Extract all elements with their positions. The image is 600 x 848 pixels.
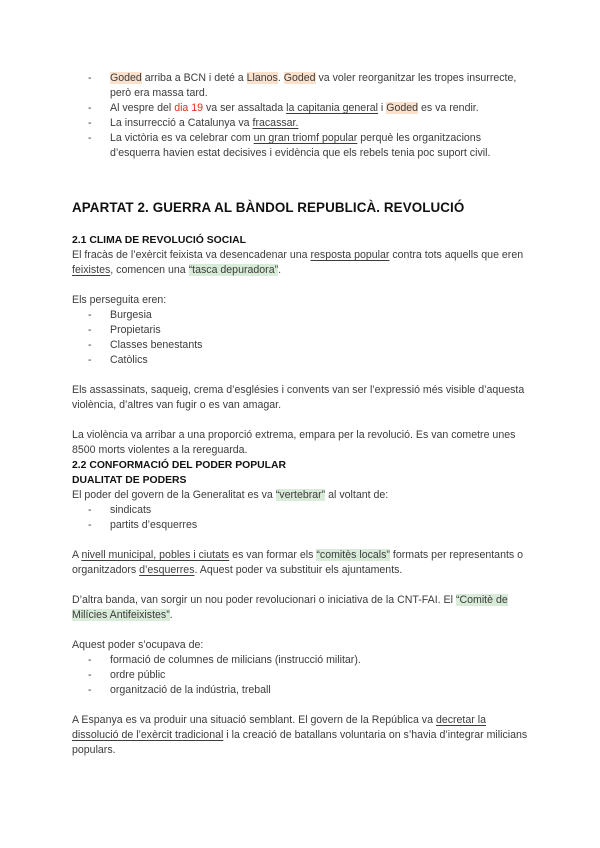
text-run: resposta popular	[310, 249, 390, 261]
text-run: es va rendir.	[418, 102, 479, 114]
heading-2-1: 2.1 CLIMA DE REVOLUCIÓ SOCIAL	[72, 235, 246, 246]
text-run: “vertebrar”	[275, 489, 326, 501]
list-item	[72, 101, 532, 116]
bullet-dash: -	[88, 102, 92, 114]
text-run: es van formar els	[229, 549, 317, 561]
text-run: al voltant de:	[325, 489, 389, 501]
text-run: d’esquerres	[139, 564, 195, 576]
text-run: la capitania general	[286, 102, 378, 114]
text-run: “comitès locals”	[316, 549, 390, 561]
bullet-dash: -	[88, 324, 92, 336]
list-item	[72, 653, 532, 668]
text-run: A	[72, 549, 82, 561]
list-item	[72, 116, 532, 131]
organizations-list	[72, 503, 532, 533]
text-run: D’altra banda, van sorgir un nou poder revolucionari o iniciativa de la CNT-FAI. El	[72, 594, 456, 606]
text-run: La victòria es va celebrar com	[110, 132, 254, 144]
list-item	[72, 683, 532, 698]
bullet-dash: -	[88, 72, 92, 84]
paragraph	[72, 548, 532, 578]
bullet-dash: -	[88, 669, 92, 681]
persecuted-list	[72, 308, 532, 368]
paragraph	[72, 713, 532, 758]
text-run: Goded	[283, 72, 316, 84]
list-item-text: partits d’esquerres	[110, 519, 198, 531]
text-run: El poder del govern de la Generalitat es va	[72, 489, 276, 501]
text-run: Llanos	[246, 72, 278, 84]
section-title: APARTAT 2. GUERRA AL BÀNDOL REPUBLICÀ. REVOLUCIÓ	[72, 200, 465, 215]
text-run: va voler reorganitzar les tropes insurrecte, però era massa tard.	[110, 72, 517, 99]
list-item-text: Classes benestants	[110, 339, 203, 351]
list-item	[72, 668, 532, 683]
text-run: fracassar.	[252, 117, 299, 129]
text-run: arriba a BCN i deté a	[141, 72, 247, 84]
list-item	[72, 131, 532, 161]
list-item-text: Burgesia	[110, 309, 152, 321]
section-2-2	[72, 458, 532, 758]
paragraph: Els assassinats, saqueig, crema d’esglésies i convents van ser l’expressió més visible d’aquesta violència, d’altres van fugir o es van amagar.	[72, 384, 525, 411]
text-run: .	[277, 72, 284, 84]
bullet-dash: -	[88, 354, 92, 366]
list-item	[72, 503, 532, 518]
text-run: El fracàs de l’exèrcit feixista va desencadenar una	[72, 249, 311, 261]
list-item	[72, 518, 532, 533]
heading-2-2: 2.2 CONFORMACIÓ DEL PODER POPULAR	[72, 460, 286, 471]
text-run: A Espanya es va produir una situació semblant. El govern de la República va	[72, 714, 436, 726]
text-run: .	[278, 264, 282, 276]
section-2-1	[72, 233, 532, 458]
subheading: DUALITAT DE PODERS	[72, 475, 187, 486]
list-item-text: organització de la indústria, treball	[110, 684, 271, 696]
paragraph	[72, 488, 532, 503]
list-item	[72, 338, 532, 353]
text-run: i	[377, 102, 387, 114]
text-run: , comencen una	[110, 264, 189, 276]
text-run: La insurrecció a Catalunya va	[110, 117, 253, 129]
text-run: va ser assaltada	[203, 102, 287, 114]
text-run: perquè les organitzacions d’esquerra havien estat decisives i evidència que els rebels tenia poc suport civil.	[110, 132, 491, 159]
bullet-dash: -	[88, 684, 92, 696]
list-item-text: formació de columnes de milicians (instrucció militar).	[110, 654, 361, 666]
text-run: . Aquest poder va substituir els ajuntaments.	[194, 564, 403, 576]
text-run: decretar la dissolució de l’exèrcit tradicional	[72, 714, 486, 741]
list-item-text: sindicats	[110, 504, 152, 516]
text-run: .	[169, 609, 173, 621]
bullet-dash: -	[88, 132, 92, 144]
text-run: “tasca depuradora”	[188, 264, 279, 276]
bullet-dash: -	[88, 519, 92, 531]
list-item	[72, 308, 532, 323]
text-run: Goded	[110, 72, 142, 84]
list-item-text: Catòlics	[110, 354, 148, 366]
list-item-text: ordre públic	[110, 669, 166, 681]
list-item	[72, 353, 532, 368]
paragraph	[72, 593, 532, 623]
bullet-dash: -	[88, 309, 92, 321]
paragraph	[72, 248, 532, 278]
list-item	[72, 323, 532, 338]
bullet-dash: -	[88, 339, 92, 351]
duties-list	[72, 653, 532, 698]
text-run: i la creació de batallans voluntaria on s’havia d’integrar milicians populars.	[72, 729, 528, 756]
list-item	[72, 71, 532, 101]
text-run: un gran triomf popular	[253, 132, 358, 144]
bullet-dash: -	[88, 504, 92, 516]
paragraph: Aquest poder s’ocupava de:	[72, 639, 204, 651]
list-item-text: Propietaris	[110, 324, 161, 336]
text-run: Goded	[386, 102, 419, 114]
text-run: Al vespre del	[110, 102, 175, 114]
text-run: dia 19	[174, 102, 204, 114]
bullet-dash: -	[88, 654, 92, 666]
paragraph: Els perseguita eren:	[72, 294, 167, 306]
text-run: “Comitè de Milícies Antifeixistes”	[72, 594, 508, 621]
text-run: nivell municipal, pobles i ciutats	[81, 549, 230, 561]
text-run: contra tots aquells que eren	[389, 249, 524, 261]
top-bullet-list	[72, 71, 532, 161]
text-run: formats per representants o organitzadors	[72, 549, 524, 576]
text-run: feixistes	[72, 264, 111, 276]
paragraph: La violència va arribar a una proporció extrema, empara per la revolució. Es van cometre unes 8500 morts violentes a la rereguarda.	[72, 429, 516, 456]
bullet-dash: -	[88, 117, 92, 129]
